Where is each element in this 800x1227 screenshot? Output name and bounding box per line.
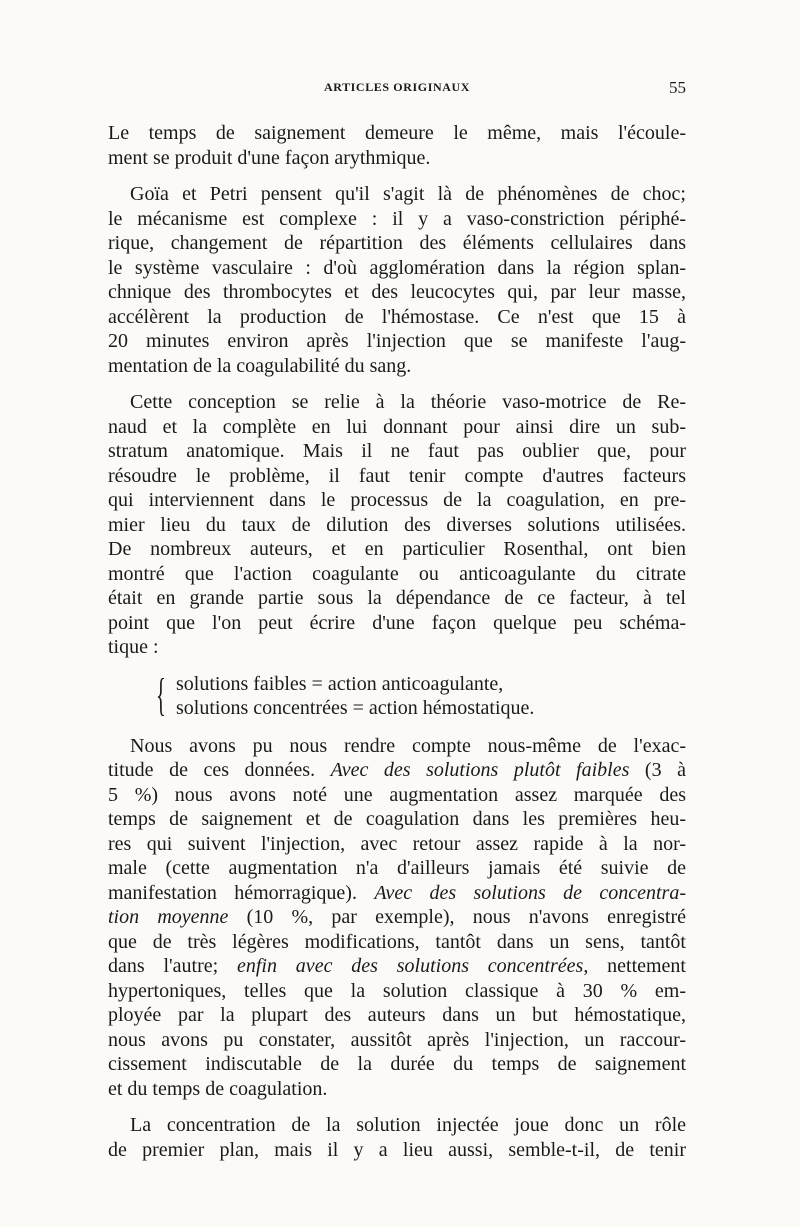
text-line: La concentration de la solution injectée joue donc un rôle — [130, 1114, 686, 1136]
text-line: accélèrent la production de l'hémostase. Ce n'est que 15 à — [108, 305, 686, 328]
text-line: nous avons pu constater, aussitôt après l'injection, un raccour- — [108, 1028, 686, 1051]
text-line: montré que l'action coagulante ou anticoagulante du citrate — [108, 562, 686, 585]
text-line: et du temps de coagulation. — [108, 1077, 328, 1100]
paragraph-gap — [108, 170, 686, 182]
text-line: titude de ces données. Avec des solutions plutôt faibles (3 à — [108, 759, 686, 781]
text-line: chnique des thrombocytes et des leucocytes qui, par leur masse, — [108, 281, 686, 303]
paragraph — [108, 1113, 686, 1162]
paragraph — [108, 182, 686, 378]
text-line: dans l'autre; enfin avec des solutions concentrées, nettement — [108, 955, 686, 977]
paragraph-gap — [108, 1101, 686, 1113]
text-line: tique : — [108, 636, 159, 658]
text-line: mentation de la coagulabilité du sang. — [108, 354, 412, 377]
text-line: était en grande partie sous la dépendance de ce facteur, à tel — [108, 587, 686, 609]
text-line: temps de saignement et de coagulation dans les premières heu- — [108, 808, 686, 830]
text-line: Cette conception se relie à la théorie vaso-motrice de Re- — [130, 391, 686, 413]
paragraph — [108, 390, 686, 660]
spacer — [108, 722, 686, 734]
text-line: rique, changement de répartition des éléments cellulaires dans — [108, 232, 686, 254]
text-line: mier lieu du taux de dilution des diverses solutions utilisées. — [108, 513, 686, 536]
paragraph — [108, 734, 686, 1102]
text-line: De nombreux auteurs, et en particulier Rosenthal, ont bien — [108, 538, 686, 560]
text-line: le système vasculaire : d'où agglomération dans la région splan- — [108, 256, 686, 279]
text-line: naud et la complète en lui donnant pour ainsi dire un sub- — [108, 415, 686, 438]
body-text — [108, 121, 686, 1174]
text-line: résoudre le problème, il faut tenir compte d'autres facteurs — [108, 464, 686, 487]
text-line: Le temps de saignement demeure le même, mais l'écoule- — [108, 122, 686, 144]
page-header — [108, 80, 686, 100]
text-line: cissement indiscutable de la durée du temps de saignement — [108, 1053, 686, 1075]
text-line: manifestation hémorragique). Avec des solutions de concentra- — [108, 881, 686, 904]
text-line: res qui suivent l'injection, avec retour assez rapide à la nor- — [108, 832, 686, 855]
text-line: 5 %) nous avons noté une augmentation assez marquée des — [108, 783, 686, 806]
text-line: Nous avons pu nous rendre compte nous-même de l'exac- — [130, 734, 686, 757]
formula-block — [156, 668, 686, 722]
paragraph-group-1 — [108, 121, 686, 672]
paragraph-gap — [108, 660, 686, 672]
text-line: hypertoniques, telles que la solution classique à 30 % em- — [108, 979, 686, 1002]
text-line: ployée par la plupart des auteurs dans un but hémostatique, — [108, 1004, 686, 1026]
brace-symbol: { — [156, 668, 166, 720]
paragraph-gap — [108, 378, 686, 390]
text-line: de premier plan, mais il y a lieu aussi, semble-t-il, de tenir — [108, 1138, 686, 1161]
text-line: 20 minutes environ après l'injection que se manifeste l'aug- — [108, 330, 686, 352]
text-line: point que l'on peut écrire d'une façon quelque peu schéma- — [108, 611, 686, 634]
paragraph-group-2 — [108, 734, 686, 1175]
paragraph-gap — [108, 1162, 686, 1174]
page-number: 55 — [669, 78, 686, 97]
formula-line-concentrated: solutions concentrées = action hémostatique. — [176, 697, 535, 719]
text-line: Goïa et Petri pensent qu'il s'agit là de phénomènes de choc; — [130, 183, 686, 205]
text-line: le mécanisme est complexe : il y a vaso-constriction périphé- — [108, 207, 686, 230]
paragraph — [108, 121, 686, 170]
text-line: tion moyenne (10 %, par exemple), nous n'avons enregistré — [108, 906, 687, 928]
formula-line-weak: solutions faibles = action anticoagulante, — [176, 672, 504, 695]
text-line: ment se produit d'une façon arythmique. — [108, 146, 431, 169]
running-head: ARTICLES ORIGINAUX — [323, 80, 471, 94]
text-line: male (cette augmentation n'a d'ailleurs jamais été suivie de — [108, 857, 686, 879]
text-line: que de très légères modifications, tantôt dans un sens, tantôt — [108, 930, 686, 953]
text-line: stratum anatomique. Mais il ne faut pas oublier que, pour — [108, 440, 686, 462]
text-line: qui interviennent dans le processus de la coagulation, en pre- — [108, 489, 686, 511]
